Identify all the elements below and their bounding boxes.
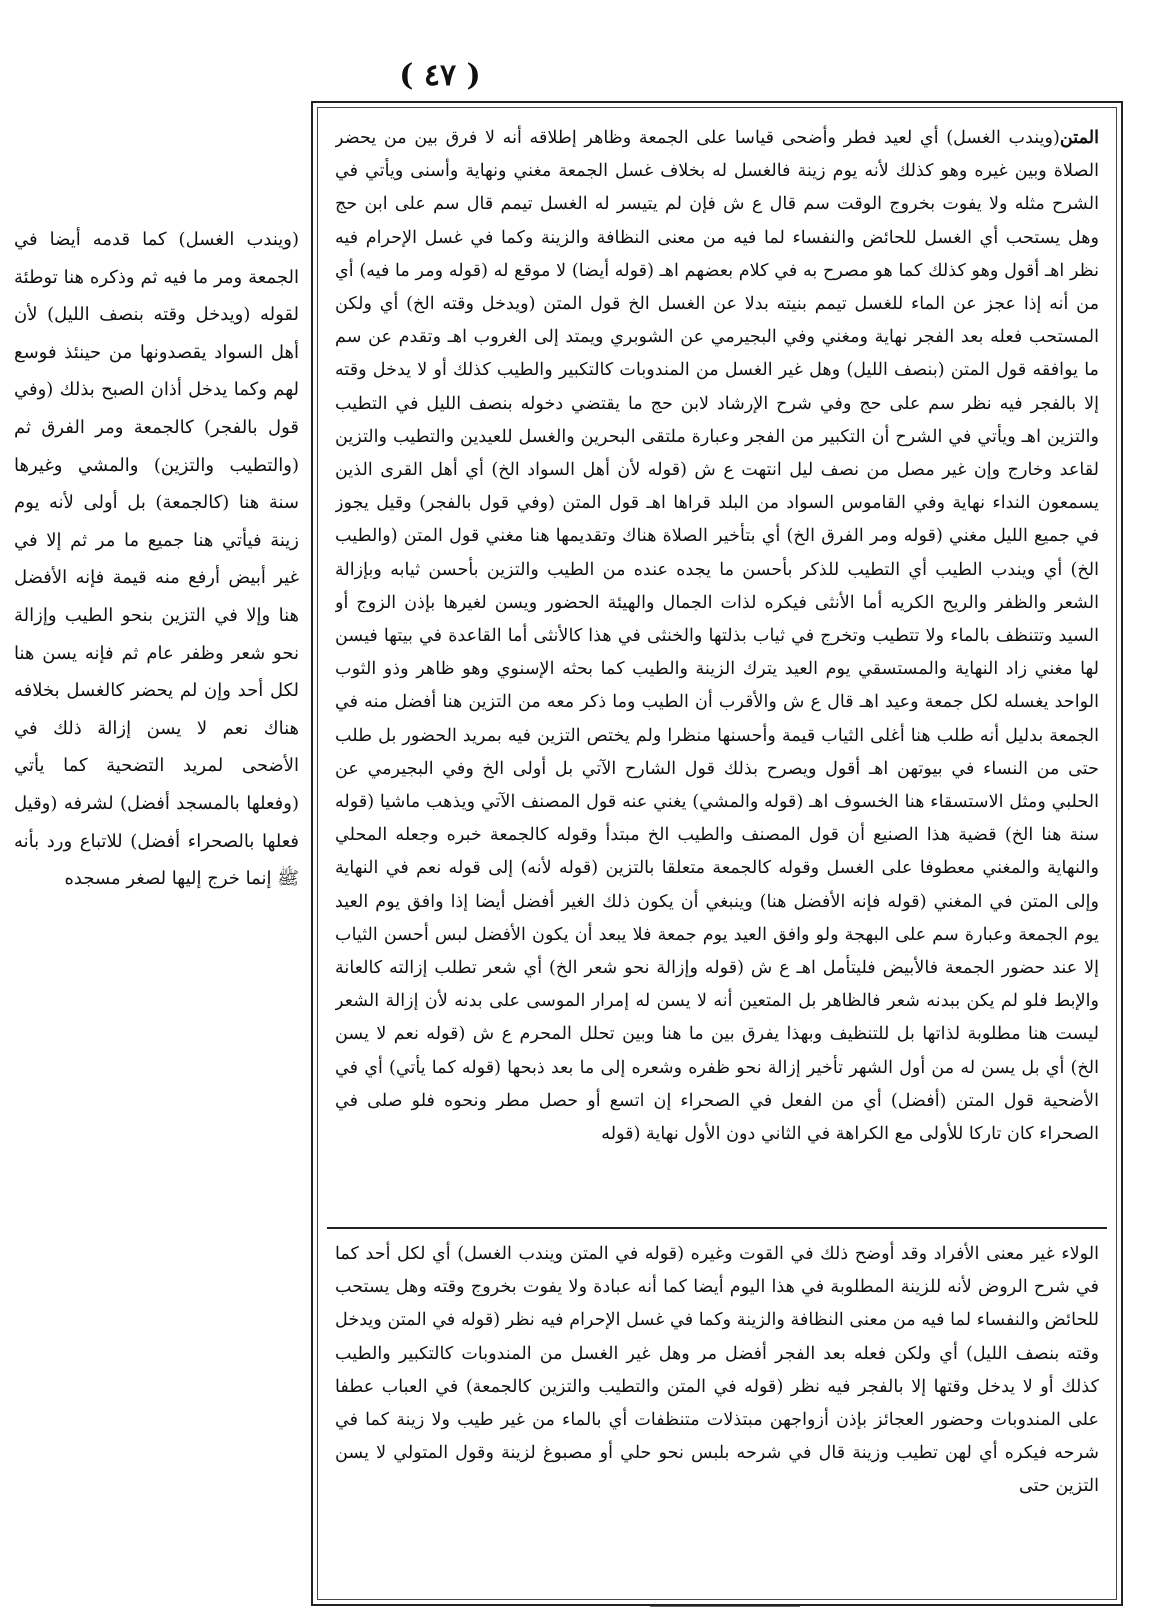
main-text-block bbox=[335, 121, 1099, 1221]
section-divider bbox=[327, 1227, 1107, 1229]
text-frame bbox=[311, 101, 1123, 1606]
main-lead-word: المتن bbox=[1059, 127, 1099, 148]
page-number: ( ٤٧ ) bbox=[399, 58, 481, 93]
bottom-rule bbox=[650, 1606, 800, 1607]
commentary-text: الولاء غير معنى الأفراد وقد أوضح ذلك في القوت وغيره (قوله في المتن ويندب الغسل) أي لكل أحد كما في شرح الروض لأنه للزينة المطلوبة في هذا اليوم أيضا كما أنه عبادة ولا يفوت بخروج وقته وهل يستحب للحائض والنفساء لما فيه من معنى النظافة والزينة وكما في غسل الإحرام فيه نظر (قوله في المتن ويدخل وقته بنصف الليل) أي ولكن فعله بعد الفجر أفضل مر وهل غير الغسل من المندوبات كالتكبير والطيب كذلك أو لا يدخل وقتها إلا بالفجر فيه نظر (قوله في المتن والتطيب والتزين كالجمعة) في العباب عطفا على المندوبات وحضور العجائز بإذن أزواجهن مبتذلات متنظفات أي بالماء من غير طيب ولا زينة كما في شرحه فيكره أي لهن تطيب وزينة قال في شرحه بلبس نحو حلي أو مصبوغ لزينة وقول المتولي لا يسن التزين حتى bbox=[335, 1244, 1099, 1497]
commentary-text-block bbox=[335, 1238, 1099, 1596]
main-text: (ويندب الغسل) أي لعيد فطر وأضحى قياسا على الجمعة وظاهر إطلاقه أنه لا فرق بين من يحضر الصلاة وبين غيره وهو كذلك لأنه يوم زينة فالغسل له بخلاف غسل الجمعة مغني ونهاية وأسنى ويأتي في الشرح مثله ولا يفوت بخروج الوقت سم قال ع ش فإن لم يتيسر له الغسل تيمم قال سم على ابن حج وهل يستحب أي الغسل للحائض والنفساء لما فيه من معنى النظافة والزينة وكما في غسل الإحرام فيه نظر اهـ أقول وهو كذلك كما هو مصرح به في كلام بعضهم اهـ (قوله أيضا) لا موقع له (قوله ومر ما فيه) أي من أنه إذا عجز عن الماء للغسل تيمم بنيته بدلا عن الغسل الخ قول المتن (ويدخل وقته الخ) أي ولكن المستحب فعله بعد الفجر نهاية ومغني وفي البجيرمي عن الشوبري ويمتد إلى الغروب اهـ وتقدم عن سم ما يوافقه قول المتن (بنصف الليل) وهل غير الغسل من المندوبات كالتكبير والطيب كذلك أو لا يدخل وقته إلا بالفجر فيه نظر سم على حج وفي شرح الإرشاد لابن حج ما يقتضي دخوله بنصف الليل في التطيب والتزين اهـ ويأتي في الشرح أن التكبير من الفجر وعبارة ملتقى البحرين والغسل للعيدين والتطيب والتزين لقاعد وخارج وإن غير مصل من نصف ليل انتهت ع ش (قوله لأن أهل السواد الخ) أي أهل القرى الذين يسمعون النداء نهاية وفي القاموس السواد من البلد قراها اهـ قول المتن (وفي قول بالفجر) وقيل يجوز في جميع الليل مغني (قوله ومر الفرق الخ) أي بتأخير الصلاة هناك وتقديمها هنا مغني قول المتن (والطيب الخ) أي ويندب الطيب أي التطيب للذكر بأحسن ما يجده عنده من الطيب والتزين بأحسن ثيابه وبإزالة الشعر والظفر والريح الكريه أما الأنثى فيكره لذات الجمال والهيئة الحضور ويسن لغيرها بإذن الزوج أو السيد وتتنظف بالماء ولا تتطيب وتخرج في ثياب بذلتها والخنثى في هذا كالأنثى أما القاعدة في بيتها فيسن لها مغني زاد النهاية والمستسقي يوم العيد يترك الزينة والطيب كما بحثه الإسنوي وهو ظاهر وذو الثوب الواحد يغسله لكل جمعة وعيد اهـ قال ع ش والأقرب أن الطيب وما ذكر معه من التزين هنا أفضل منه في الجمعة بدليل أنه طلب هنا أغلى الثياب قيمة وأحسنها منظرا ولم يختص التزين فيه بمريد الحضور بل طلب حتى من النساء في بيوتهن اهـ أقول ويصرح بذلك قول الشارح الآتي بل أولى الخ وفي البجيرمي عن الحلبي ومثل الاستسقاء هنا الخسوف اهـ (قوله والمشي) يغني عنه قول المصنف الآتي ويذهب ماشيا (قوله سنة هنا الخ) قضية هذا الصنيع أن قول المصنف والطيب الخ مبتدأ وقوله كالجمعة خبره وجعله المحلي والنهاية والمغني معطوفا على الغسل وقوله كالجمعة متعلقا بالتزين (قوله لأنه) إلى قوله نعم في النهاية وإلى المتن في المغني (قوله فإنه الأفضل هنا) وينبغي أن يكون ذلك الغير أفضل أيضا إذا وافق يوم العيد يوم الجمعة وعبارة سم على البهجة ولو وافق العيد يوم جمعة فلا يبعد أن يكون الأفضل لبس أحسن الثياب إلا عند حضور الجمعة فالأبيض فليتأمل اهـ ع ش (قوله وإزالة نحو شعر الخ) أي شعر تطلب إزالته كالعانة والإبط فلو لم يكن ببدنه شعر فالظاهر بل المتعين أنه لا يسن له إمرار الموسى على بدنه لأن إزالة الشعر ليست هنا مطلوبة لذاتها بل للتنظيف وبهذا يفرق بين ما هنا وبين تحلل المحرم ع ش (قوله نعم لا يسن الخ) أي بل يسن له من أول الشهر تأخير إزالة نحو ظفره وشعره إلى ما بعد ذبحها (قوله كما يأتي) أي في الأضحية قول المتن (أفضل) أي من الفعل في الصحراء إن اتسع أو حصل مطر ونحوه فلو صلى في الصحراء كان تاركا للأولى مع الكراهة في الثاني دون الأول نهاية (قوله bbox=[335, 128, 1099, 1145]
margin-text-block bbox=[14, 221, 299, 981]
margin-text: (ويندب الغسل) كما قدمه أيضا في الجمعة ومر ما فيه ثم وذكره هنا توطئة لقوله (ويدخل وقته بنصف الليل) لأن أهل السواد يقصدونها من حينئذ فوسع لهم وكما يدخل أذان الصبح بذلك (وفي قول بالفجر) كالجمعة ومر الفرق ثم (والتطيب والتزين) والمشي وغيرها سنة هنا (كالجمعة) بل أولى لأنه يوم زينة فيأتي هنا جميع ما مر ثم إلا في غير أبيض أرفع منه قيمة فإنه الأفضل هنا وإلا في التزين بنحو الطيب وإزالة نحو شعر وظفر عام ثم فإنه يسن هنا لكل أحد وإن لم يحضر كالغسل بخلافه هناك نعم لا يسن إزالة ذلك في الأضحى لمريد التضحية كما يأتي (وفعلها بالمسجد أفضل) لشرفه (وقيل فعلها بالصحراء أفضل) للاتباع ورد بأنه ﷺ إنما خرج إليها لصغر مسجده bbox=[14, 229, 299, 890]
